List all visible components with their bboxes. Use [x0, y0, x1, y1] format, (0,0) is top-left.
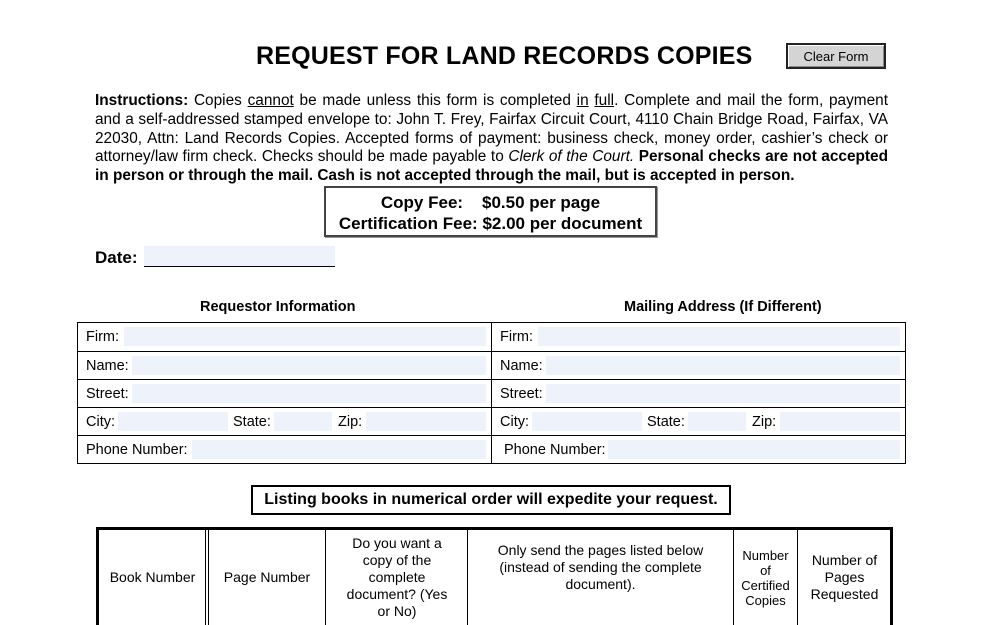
mail-state-label: State: [647, 414, 685, 430]
col-pages-requested: Number of Pages Requested [810, 552, 879, 602]
req-city-input[interactable] [118, 412, 228, 431]
col-certified-copies: Number of Certified Copies [741, 547, 790, 608]
table-row [78, 407, 905, 435]
req-firm-label: Firm: [86, 329, 120, 345]
mail-phone-input[interactable] [608, 440, 900, 459]
mailing-heading: Mailing Address (If Different) [624, 299, 822, 315]
instructions-bold-notice: Personal checks are not accepted in person or through the mail. Cash is not accepted through the mail, but is accepted in person. [95, 148, 889, 185]
books-table [96, 527, 893, 625]
req-city-label: City: [86, 414, 115, 430]
instructions-paragraph [95, 92, 888, 186]
req-phone-input[interactable] [192, 440, 486, 459]
req-name-label: Name: [86, 358, 129, 374]
instructions-in: in [576, 92, 589, 109]
mail-street-label: Street: [500, 386, 543, 402]
col-complete-document: Do you want a copy of the complete document? (Yes or No) [346, 535, 448, 619]
col-book-number: Book Number [109, 569, 196, 585]
clear-form-button[interactable]: Clear Form [786, 43, 886, 69]
copy-fee-label: Copy Fee: [380, 193, 464, 212]
date-input[interactable] [144, 246, 335, 267]
mail-state-input[interactable] [688, 412, 746, 431]
page-title: REQUEST FOR LAND RECORDS COPIES [256, 42, 753, 70]
instructions-text: be made unless this form is completed [293, 92, 577, 109]
req-name-input[interactable] [132, 356, 486, 375]
mail-zip-label: Zip: [752, 414, 777, 430]
mail-city-input[interactable] [532, 412, 642, 431]
instructions-clerk: Clerk of the Court. [508, 148, 635, 166]
req-state-label: State: [233, 414, 271, 430]
copy-fee-value: $0.50 per page [481, 193, 601, 212]
table-row [78, 435, 905, 463]
req-firm-input[interactable] [124, 327, 486, 346]
col-only-send-pages: Only send the pages listed below (instead of sending the complete document). [497, 542, 704, 592]
address-table [77, 322, 906, 464]
mail-street-input[interactable] [546, 384, 900, 403]
req-state-input[interactable] [274, 412, 332, 431]
requestor-heading: Requestor Information [200, 299, 356, 315]
instructions-text: Copies [188, 92, 248, 109]
mail-zip-input[interactable] [780, 412, 900, 431]
req-street-input[interactable] [132, 384, 486, 403]
cert-fee-value: $2.00 per document [482, 214, 643, 233]
fee-box [324, 186, 657, 237]
mail-firm-label: Firm: [500, 329, 534, 345]
copy-fee-line [326, 192, 655, 213]
req-zip-input[interactable] [366, 412, 486, 431]
table-row [78, 379, 905, 407]
instructions-full: full [594, 92, 615, 109]
mail-city-label: City: [500, 414, 529, 430]
mail-phone-label: Phone Number: [504, 442, 606, 458]
req-street-label: Street: [86, 386, 129, 402]
instructions-cannot: cannot [247, 92, 294, 109]
table-row [78, 323, 905, 351]
date-label: Date: [95, 248, 138, 267]
col-page-number: Page Number [223, 569, 311, 585]
instructions-text: . Complete and mail the form, payment and a self-addressed stamped envelope to: John T. Frey, Fairfax Circuit Court, 4110 Chain Bridge Road, Fairfax, VA 22030, Attn: Land Records Copies. Accepted forms of payment: business check, money order, cashier’s check or attorney/law firm check. Checks should be made payable to [95, 92, 889, 166]
cert-fee-line [326, 213, 655, 234]
mail-name-input[interactable] [546, 356, 900, 375]
table-row [78, 351, 905, 379]
mail-firm-input[interactable] [538, 327, 900, 346]
expedite-note: Listing books in numerical order will expedite your request. [251, 485, 731, 515]
instructions-label: Instructions: [95, 92, 189, 109]
mail-name-label: Name: [500, 358, 543, 374]
req-zip-label: Zip: [338, 414, 363, 430]
cert-fee-label: Certification Fee: [338, 214, 478, 233]
req-phone-label: Phone Number: [86, 442, 188, 458]
